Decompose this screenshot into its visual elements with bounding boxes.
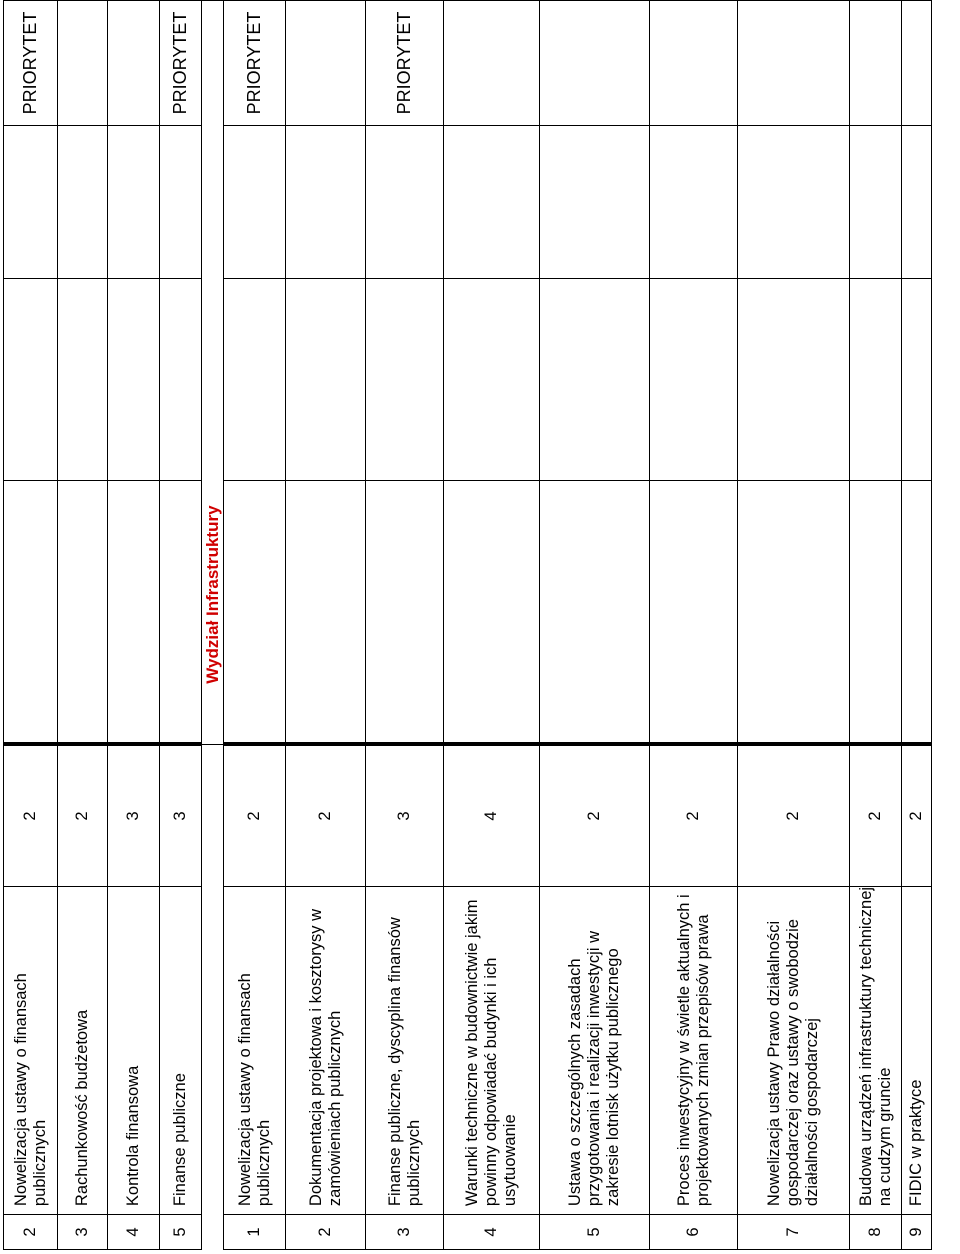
table-row	[366, 1, 444, 1250]
row-number: 4	[108, 1215, 160, 1250]
empty-cell	[286, 126, 366, 279]
row-value: 4	[444, 744, 540, 886]
table-row	[738, 1, 850, 1250]
empty-cell	[650, 126, 738, 279]
row-value: 2	[224, 744, 286, 886]
row-title: Rachunkowość budżetowa	[58, 886, 108, 1214]
empty-cell	[286, 480, 366, 744]
row-number: 2	[286, 1215, 366, 1250]
priority-cell: PRIORYTET	[224, 1, 286, 126]
row-title: Dokumentacja projektowa i kosztorysy w zamówieniach publicznych	[286, 886, 366, 1214]
empty-cell	[4, 278, 58, 480]
row-number: 7	[738, 1215, 850, 1250]
row-value: 2	[58, 744, 108, 886]
priority-cell	[444, 1, 540, 126]
priority-cell	[58, 1, 108, 126]
training-table	[3, 0, 932, 1250]
empty-cell	[224, 126, 286, 279]
empty-cell	[902, 126, 932, 279]
row-number: 5	[160, 1215, 202, 1250]
row-number: 4	[444, 1215, 540, 1250]
table-row	[286, 1, 366, 1250]
empty-cell	[224, 278, 286, 480]
row-number: 6	[650, 1215, 738, 1250]
empty-cell	[160, 480, 202, 744]
row-title: Ustawa o szczególnych zasadach przygotowania i realizacji inwestycji w zakresie lotnisk użytku publicznego	[540, 886, 650, 1214]
empty-cell	[366, 126, 444, 279]
empty-cell	[58, 278, 108, 480]
row-value: 2	[650, 744, 738, 886]
empty-cell	[108, 480, 160, 744]
empty-cell	[540, 480, 650, 744]
empty-cell	[366, 278, 444, 480]
section-title-cell	[202, 1, 224, 745]
priority-cell: PRIORYTET	[4, 1, 58, 126]
empty-cell	[444, 126, 540, 279]
empty-cell	[902, 278, 932, 480]
row-title: Warunki techniczne w budownictwie jakim powinny odpowiadać budynki i ich usytuowanie	[444, 886, 540, 1214]
table-row	[160, 1, 202, 1250]
empty-cell	[650, 480, 738, 744]
empty-cell	[160, 126, 202, 279]
row-title: Finanse publiczne, dyscyplina finansów publicznych	[366, 886, 444, 1214]
row-title: Budowa urządzeń infrastruktury technicznej na cudzym gruncie	[850, 886, 902, 1214]
priority-cell: PRIORYTET	[366, 1, 444, 126]
table-body	[4, 1, 932, 1250]
empty-cell	[224, 480, 286, 744]
row-number: 3	[366, 1215, 444, 1250]
table-row	[444, 1, 540, 1250]
row-value: 2	[850, 744, 902, 886]
row-value: 3	[366, 744, 444, 886]
empty-cell	[540, 126, 650, 279]
empty-cell	[738, 278, 850, 480]
table-row	[4, 1, 58, 1250]
empty-cell	[540, 278, 650, 480]
row-value: 3	[108, 744, 160, 886]
row-number: 3	[58, 1215, 108, 1250]
row-number: 2	[4, 1215, 58, 1250]
row-title: Nowelizacja ustawy Prawo działalności gospodarczej oraz ustawy o swobodzie działalności gospodarczej	[738, 886, 850, 1214]
row-title: Finanse publiczne	[160, 886, 202, 1214]
empty-cell	[738, 480, 850, 744]
table-row	[224, 1, 286, 1250]
row-title: Kontrola finansowa	[108, 886, 160, 1214]
priority-cell	[738, 1, 850, 126]
section-title: Wydział Infrastruktury	[202, 505, 222, 684]
empty-cell	[4, 126, 58, 279]
table-row	[108, 1, 160, 1250]
empty-cell	[902, 480, 932, 744]
empty-cell	[850, 278, 902, 480]
empty-cell	[58, 480, 108, 744]
empty-cell	[444, 278, 540, 480]
empty-cell	[850, 480, 902, 744]
empty-cell	[738, 126, 850, 279]
priority-cell	[850, 1, 902, 126]
section-blank-cell	[202, 744, 224, 1249]
empty-cell	[108, 126, 160, 279]
empty-cell	[850, 126, 902, 279]
empty-cell	[366, 480, 444, 744]
empty-cell	[650, 278, 738, 480]
priority-cell	[108, 1, 160, 126]
table-row	[540, 1, 650, 1250]
row-number: 5	[540, 1215, 650, 1250]
row-title: Nowelizacja ustawy o finansach publicznych	[224, 886, 286, 1214]
row-title: Proces inwestycyjny w świetle aktualnych i projektowanych zmian przepisów prawa	[650, 886, 738, 1214]
empty-cell	[160, 278, 202, 480]
empty-cell	[286, 278, 366, 480]
row-value: 3	[160, 744, 202, 886]
empty-cell	[4, 480, 58, 744]
table-row	[850, 1, 902, 1250]
row-value: 2	[286, 744, 366, 886]
row-value: 2	[738, 744, 850, 886]
row-value: 2	[540, 744, 650, 886]
empty-cell	[108, 278, 160, 480]
table-row	[902, 1, 932, 1250]
row-number: 1	[224, 1215, 286, 1250]
priority-cell	[902, 1, 932, 126]
empty-cell	[444, 480, 540, 744]
table-row	[58, 1, 108, 1250]
section-row	[202, 1, 224, 1250]
priority-cell	[286, 1, 366, 126]
row-title: Nowelizacja ustawy o finansach publicznych	[4, 886, 58, 1214]
table-row	[650, 1, 738, 1250]
priority-cell	[540, 1, 650, 126]
row-value: 2	[902, 744, 932, 886]
row-value: 2	[4, 744, 58, 886]
row-number: 8	[850, 1215, 902, 1250]
row-number: 9	[902, 1215, 932, 1250]
row-title: FIDIC w praktyce	[902, 886, 932, 1214]
priority-cell: PRIORYTET	[160, 1, 202, 126]
priority-cell	[650, 1, 738, 126]
empty-cell	[58, 126, 108, 279]
